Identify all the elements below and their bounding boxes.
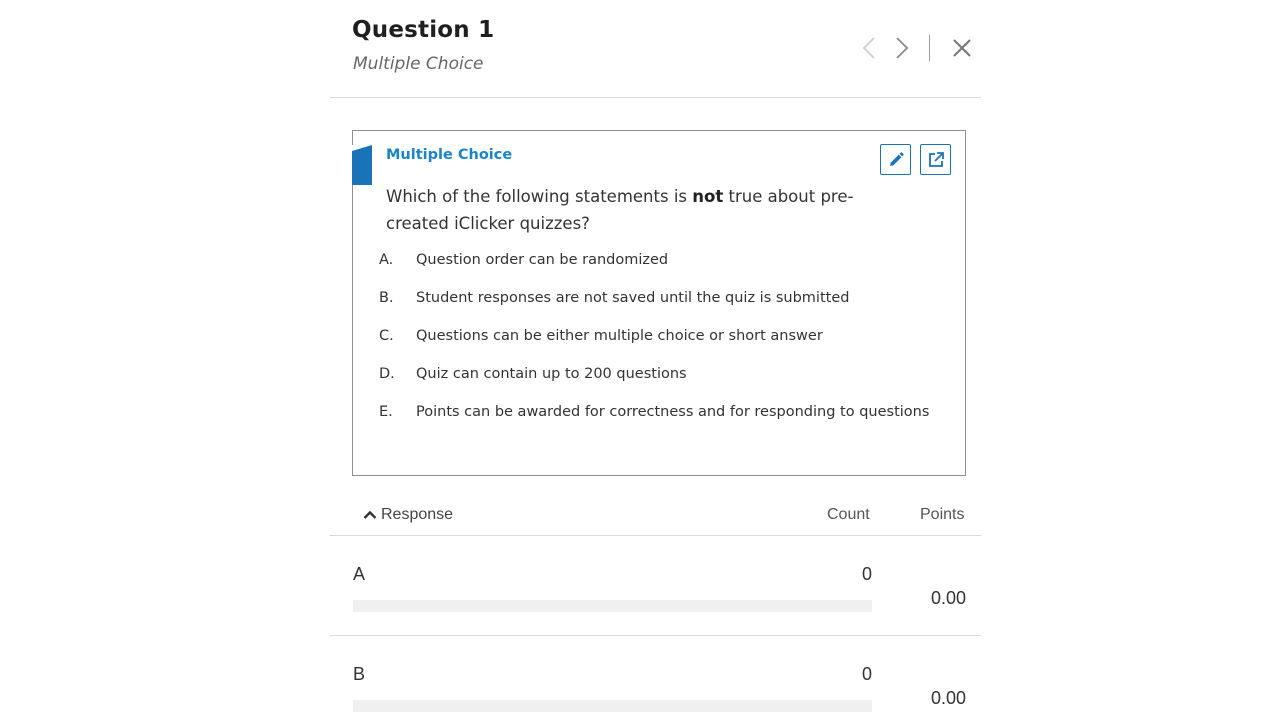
question-type-flag bbox=[352, 145, 372, 185]
answer-option-a bbox=[353, 249, 965, 273]
answer-option-b bbox=[353, 287, 965, 311]
answer-letter: B. bbox=[379, 290, 394, 306]
panel-header bbox=[330, 0, 981, 98]
chevron-right-icon bbox=[895, 36, 909, 60]
response-sort-toggle[interactable] bbox=[363, 506, 453, 524]
answer-letter: C. bbox=[379, 328, 394, 344]
question-type-label: Multiple Choice bbox=[386, 147, 513, 163]
external-link-icon bbox=[927, 151, 945, 169]
response-letter: A bbox=[353, 564, 366, 584]
response-count: 0 bbox=[861, 664, 872, 684]
previous-question-button[interactable] bbox=[856, 34, 882, 62]
answer-letter: A. bbox=[379, 252, 394, 268]
pencil-icon bbox=[887, 151, 905, 169]
question-card bbox=[352, 130, 966, 476]
response-bar-track bbox=[353, 700, 872, 712]
answer-letter: E. bbox=[379, 404, 393, 420]
open-question-external-button[interactable] bbox=[920, 144, 951, 175]
response-row-a bbox=[330, 536, 981, 636]
next-question-button[interactable] bbox=[889, 34, 915, 62]
answer-option-e bbox=[353, 401, 965, 425]
answer-text: Questions can be either multiple choice or short answer bbox=[416, 328, 823, 344]
count-column-label: Count bbox=[827, 506, 870, 523]
response-letter: B bbox=[353, 664, 366, 684]
question-type-subtitle: Multiple Choice bbox=[353, 54, 484, 74]
chevron-left-icon bbox=[862, 36, 876, 60]
answer-text: Student responses are not saved until the quiz is submitted bbox=[416, 290, 850, 306]
answer-letter: D. bbox=[379, 366, 395, 382]
chevron-up-icon bbox=[363, 510, 377, 520]
question-text bbox=[386, 183, 906, 237]
response-bar-track bbox=[353, 600, 872, 612]
response-count: 0 bbox=[861, 564, 872, 584]
answer-text: Question order can be randomized bbox=[416, 252, 669, 268]
response-points: 0.00 bbox=[930, 688, 966, 708]
response-table-header bbox=[330, 497, 981, 536]
answer-text: Points can be awarded for correctness and for responding to questions bbox=[416, 404, 930, 420]
page-title: Question 1 bbox=[352, 17, 495, 43]
question-text-part: Which of the following statements is bbox=[386, 187, 693, 206]
answer-option-c bbox=[353, 325, 965, 349]
answer-option-d bbox=[353, 363, 965, 387]
points-column-label: Points bbox=[920, 506, 965, 523]
question-results-panel bbox=[330, 0, 981, 720]
question-text-emphasis: not bbox=[692, 187, 724, 206]
answer-text: Quiz can contain up to 200 questions bbox=[416, 366, 687, 382]
response-points: 0.00 bbox=[930, 588, 966, 608]
edit-question-button[interactable] bbox=[880, 144, 911, 175]
header-divider bbox=[929, 35, 930, 61]
question-text-part: true about pre-created iClicker quizzes? bbox=[386, 187, 854, 233]
close-button[interactable] bbox=[949, 34, 975, 62]
response-column-label: Response bbox=[381, 506, 454, 523]
close-icon bbox=[952, 38, 972, 58]
response-row-b bbox=[330, 636, 981, 720]
